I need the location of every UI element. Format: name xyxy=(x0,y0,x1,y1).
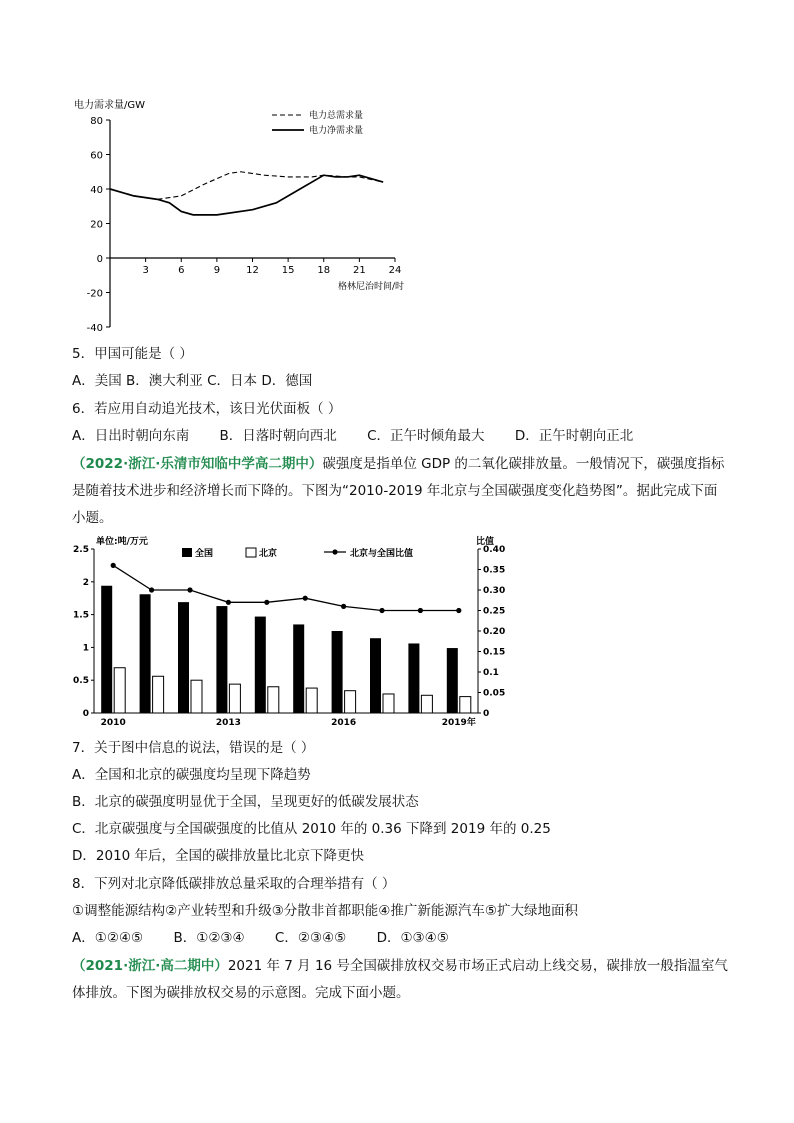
intro2-source: （2021·浙江·高二期中） xyxy=(72,958,228,974)
bar-national xyxy=(408,643,419,713)
q5-option-a[interactable]: A．美国 xyxy=(72,373,122,389)
legend-label: 电力总需求量 xyxy=(309,111,364,121)
q5-option-c[interactable]: C．日本 xyxy=(207,373,258,389)
intro1-source: （2022·浙江·乐清市知临中学高二期中） xyxy=(72,456,323,472)
electricity-demand-chart xyxy=(60,92,430,337)
q6-options xyxy=(72,426,659,446)
q6-option-c[interactable]: C．正午时倾角最大 xyxy=(367,428,485,444)
q8-option-d[interactable]: D．①③④⑤ xyxy=(376,930,449,946)
bar-national xyxy=(255,617,266,713)
q7-option-b[interactable]: B．北京的碳强度明显优于全国，呈现更好的低碳发展状态 xyxy=(72,794,419,810)
x-tick-label: 2019年 xyxy=(441,718,476,728)
x-tick-label: 2010 xyxy=(100,718,126,728)
y-tick-label: 2 xyxy=(82,577,89,588)
bar-beijing xyxy=(153,676,164,713)
legend-label: 北京 xyxy=(259,549,278,559)
bar-beijing xyxy=(229,684,240,713)
x-axis-label: 格林尼治时间/时 xyxy=(338,282,405,292)
y-tick-label: 40 xyxy=(90,185,103,196)
bar-beijing xyxy=(191,680,202,713)
y-tick-label: 60 xyxy=(90,150,103,162)
ratio-point xyxy=(226,600,231,605)
q5-stem: 5．甲国可能是（ ） xyxy=(72,346,193,362)
intro1-line1 xyxy=(72,454,724,474)
x-tick-label: 15 xyxy=(281,265,295,276)
bar-beijing xyxy=(460,697,471,713)
legend-swatch-ratio-dot xyxy=(332,549,337,554)
legend-swatch-beijing xyxy=(246,548,256,557)
bar-national xyxy=(140,594,151,713)
bar-beijing xyxy=(114,668,125,713)
bar-national xyxy=(447,648,458,713)
y-tick-label: 0 xyxy=(96,254,103,265)
carbon-intensity-chart xyxy=(66,533,516,733)
y-axis-unit: 单位:吨/万元 xyxy=(96,537,148,547)
q8-option-a[interactable]: A．①②④⑤ xyxy=(72,930,144,946)
x-tick-label: 12 xyxy=(246,265,259,276)
bar-national xyxy=(216,606,227,713)
q8-stem: 8．下列对北京降低碳排放总量采取的合理举措有（ ） xyxy=(72,876,396,892)
q7-option-d[interactable]: D．2010 年后，全国的碳排放量比北京下降更快 xyxy=(72,848,365,864)
ratio-point xyxy=(303,596,308,601)
bar-national xyxy=(101,586,112,713)
y-tick-label: -40 xyxy=(86,323,103,334)
q7-stem: 7．关于图中信息的说法，错误的是（ ） xyxy=(72,740,315,756)
ratio-point xyxy=(111,563,116,568)
intro1-line3: 小题。 xyxy=(72,510,113,526)
x-tick-label: 2013 xyxy=(215,718,241,728)
y2-tick-label: 0.1 xyxy=(483,668,499,678)
y-tick-label: 1.5 xyxy=(73,610,89,621)
q6-option-b[interactable]: B．日落时朝向西北 xyxy=(219,428,337,444)
q6-option-d[interactable]: D．正午时朝向正北 xyxy=(514,428,634,444)
intro2-text1: 2021 年 7 月 16 号全国碳排放权交易市场正式启动上线交易，碳排放一般指温室气 xyxy=(227,958,728,974)
bar-beijing xyxy=(383,694,394,713)
bar-national xyxy=(370,638,381,713)
series-line-net-demand xyxy=(110,175,383,215)
y2-tick-label: 0.25 xyxy=(483,606,506,617)
intro2-line2: 体排放。下图为碳排放权交易的示意图。完成下面小题。 xyxy=(72,985,410,1001)
bar-beijing xyxy=(306,688,317,713)
x-tick-label: 9 xyxy=(213,265,221,276)
y-tick-label: 0 xyxy=(82,709,89,719)
y-tick-label: 80 xyxy=(90,116,103,127)
x-tick-label: 21 xyxy=(353,265,366,276)
bar-national xyxy=(178,602,189,713)
x-tick-label: 24 xyxy=(388,265,402,276)
q7-option-a[interactable]: A．全国和北京的碳强度均呈现下降趋势 xyxy=(72,767,311,783)
intro1-text1: 碳强度是指单位 GDP 的二氧化碳排放量。一般情况下，碳强度指标 xyxy=(322,456,725,472)
ratio-point xyxy=(187,587,192,592)
y-axis-label: 电力需求量/GW xyxy=(74,100,146,111)
y2-tick-label: 0.40 xyxy=(483,545,506,555)
bar-beijing xyxy=(268,687,279,713)
y2-tick-label: 0.20 xyxy=(483,627,506,637)
electricity-demand-svg xyxy=(60,92,430,337)
legend-label: 北京与全国比值 xyxy=(350,549,414,559)
y2-tick-label: 0 xyxy=(483,709,490,719)
x-tick-label: 2016 xyxy=(331,718,357,728)
bar-national xyxy=(332,631,343,713)
ratio-point xyxy=(456,608,461,613)
q5-options xyxy=(72,371,312,391)
y-tick-label: 1 xyxy=(82,643,89,654)
q8-items: ①调整能源结构②产业转型和升级③分散非首都职能④推广新能源汽车⑤扩大绿地面积 xyxy=(72,903,579,919)
q8-option-c[interactable]: C．②③④⑤ xyxy=(274,930,347,946)
y-tick-label: 20 xyxy=(90,219,103,231)
y2-tick-label: 0.35 xyxy=(483,565,506,576)
y2-tick-label: 0.05 xyxy=(483,688,506,699)
q8-options xyxy=(72,928,475,948)
y2-tick-label: 0.30 xyxy=(483,586,506,596)
series-line-ratio xyxy=(113,565,459,610)
ratio-point xyxy=(341,604,346,609)
y2-axis-label: 比值 xyxy=(476,537,495,547)
intro1-line2: 是随着技术进步和经济增长而下降的。下图为“2010-2019 年北京与全国碳强度变化趋势图”。据此完成下面 xyxy=(72,483,718,499)
q5-option-d[interactable]: D．德国 xyxy=(261,373,313,389)
legend-label: 电力净需求量 xyxy=(309,126,364,136)
carbon-intensity-svg xyxy=(66,533,516,733)
q6-stem: 6．若应用自动追光技术，该日光伏面板（ ） xyxy=(72,401,342,417)
ratio-point xyxy=(379,608,384,613)
bar-beijing xyxy=(345,691,356,713)
y-tick-label: 2.5 xyxy=(73,545,89,555)
q7-option-c[interactable]: C．北京碳强度与全国碳强度的比值从 2010 年的 0.36 下降到 2019 年的 0.25 xyxy=(72,821,551,837)
bar-beijing xyxy=(421,695,432,713)
x-tick-label: 6 xyxy=(178,265,185,276)
y-tick-label: 0.5 xyxy=(73,676,89,687)
ratio-point xyxy=(149,587,154,592)
y2-tick-label: 0.15 xyxy=(483,647,506,658)
x-tick-label: 18 xyxy=(317,265,331,276)
q8-option-b[interactable]: B．①②③④ xyxy=(173,930,245,946)
q6-option-a[interactable]: A．日出时朝向东南 xyxy=(72,428,190,444)
x-tick-label: 3 xyxy=(142,265,149,276)
bar-national xyxy=(293,624,304,713)
ratio-point xyxy=(264,600,269,605)
ratio-point xyxy=(418,608,423,613)
q5-option-b[interactable]: B．澳大利亚 xyxy=(126,373,203,389)
legend-label: 全国 xyxy=(195,549,214,559)
intro2-line1 xyxy=(72,956,728,976)
y-tick-label: -20 xyxy=(86,288,103,300)
legend-swatch-national xyxy=(182,548,192,557)
